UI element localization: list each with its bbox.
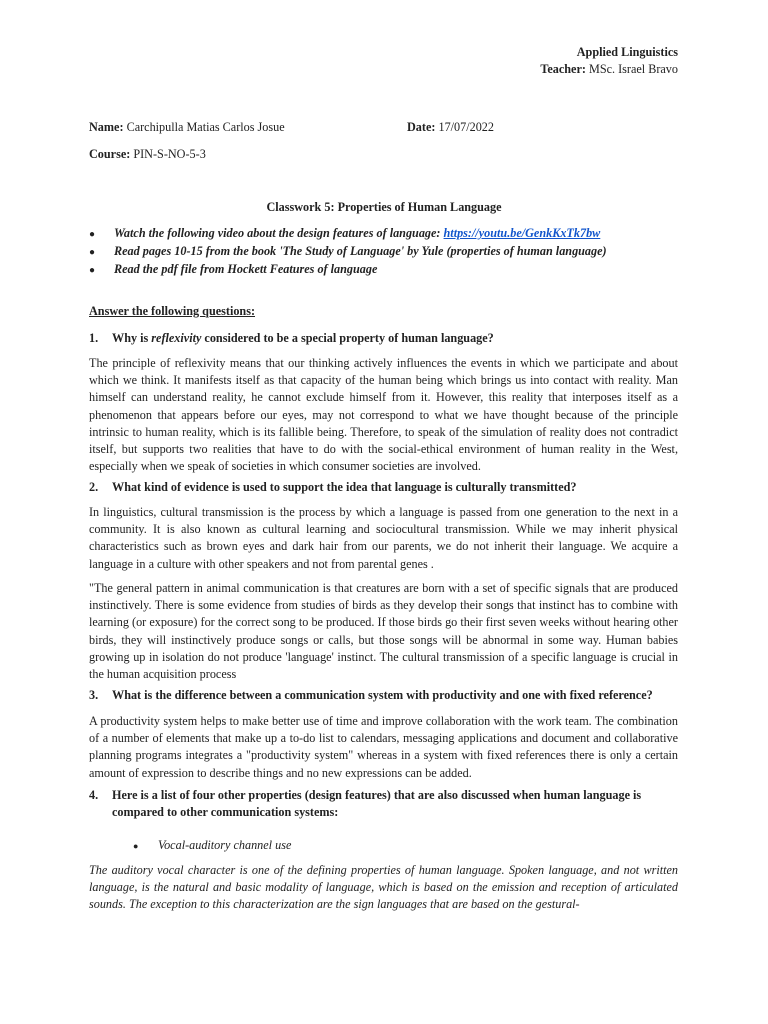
question-2 [89,480,577,495]
instruction-item [89,262,377,277]
question-1 [89,331,494,346]
answer-2: In linguistics, cultural transmission is the process by which a language is passed from one generation to the next in a community. It is also known as cultural learning and sociocultural transmission. While we may inherit physical characteristics such as brown eyes and dark hair from our parents, we do not inherit their language. We acquire a language in a culture with other speakers and not from parental genes . [89,505,678,571]
question-number: 3. [89,688,99,702]
question-text: Why is [112,331,152,345]
instruction-text: Read pages 10-15 from the book 'The Study of Language' by Yule (properties of human language) [114,244,607,258]
teacher-name: MSc. Israel Bravo [588,62,678,76]
instruction-text: Watch the following video about the design features of language: [114,226,444,240]
instruction-item [89,244,607,259]
question-emphasis: reflexivity [151,331,202,345]
name-line [89,120,285,135]
course-value: PIN-S-NO-5-3 [133,147,206,161]
sub-bullet-item [133,838,291,853]
video-link[interactable]: https://youtu.be/GenkKxTk7bw [443,226,601,240]
instruction-item [89,226,600,241]
bullet-icon: ● [89,229,96,240]
assignment-title: Classwork 5: Properties of Human Language [266,200,502,214]
answer-2-quote: "The general pattern in animal communication is that creatures are born with a set of specific signals that are produced instinctively. There is some evidence from studies of birds as they develop their songs that instinct has to combine with learning (or exposure) for the correct song to be produced. If those birds go their first seven weeks without hearing other birds, they will instinctively produce songs or calls, but those songs will be abnormal in some way. Human babies growing up in isolation do not produce 'language' instinct. The cultural transmission of a specific language is crucial in the human acquisition process [89,581,678,682]
question-text: What is the difference between a communication system with productivity and one with fixed reference? [112,688,653,702]
date-value: 17/07/2022 [438,120,494,134]
question-number: 2. [89,480,99,494]
name-label: Name: [89,120,124,134]
bullet-icon: ● [89,265,96,276]
course-title: Applied Linguistics [576,45,678,59]
answer-1: The principle of reflexivity means that our thinking actively influences the events in which we participate and about which we think. It manifests itself as that capacity of the human being which brings us into contact with reality. Man himself can understand reality, he cannot exclude himself from it. However, this reality that interposes itself as a phenomenon that appears before our eyes, may not correspond to what we have thought because of the principle intrinsic to human reality, which is its fallible being. Therefore, to speak of the simulation of reality does not contradict itself, but supports two realities that have to do with the social-ethical environment of human reality in the West, especially when we speak of societies in which consumer societies are involved. [89,356,678,474]
answer-3: A productivity system helps to make better use of time and improve collaboration with the work team. The combination of a number of elements that make up a to-do list to calendars, messaging applications and document and collaborative planning programs integrates a "productivity system" whereas in a system with fixed references there is only a certain amount of expression to describe things and no new expressions can be added. [89,714,678,780]
question-4 [89,788,641,803]
question-text: considered to be a special property of human language? [201,331,494,345]
date-label: Date: [407,120,436,134]
course-line [89,147,206,162]
teacher-line [540,62,678,77]
instruction-text: Read the pdf file from Hockett Features of language [114,262,378,276]
question-number: 1. [89,331,99,345]
bullet-icon: ● [133,841,139,851]
answer-heading: Answer the following questions: [89,304,256,318]
bullet-icon: ● [89,247,96,258]
teacher-label: Teacher: [540,62,586,76]
date-line [407,120,494,135]
answer-4: The auditory vocal character is one of the defining properties of human language. Spoken language, and not written language, is the natural and basic modality of language, which is based on the emission and reception of articulated sounds. The exception to this characterization are the sign languages that are based on the gestural- [89,863,678,912]
sub-bullet-text: Vocal-auditory channel use [158,838,292,852]
question-3 [89,688,653,703]
question-text: What kind of evidence is used to support the idea that language is culturally transmitted? [112,480,577,494]
question-4-continued: compared to other communication systems: [112,805,339,819]
course-label: Course: [89,147,131,161]
question-text: Here is a list of four other properties (design features) that are also discussed when human language is [112,788,642,802]
name-value: Carchipulla Matias Carlos Josue [126,120,285,134]
question-number: 4. [89,788,99,802]
